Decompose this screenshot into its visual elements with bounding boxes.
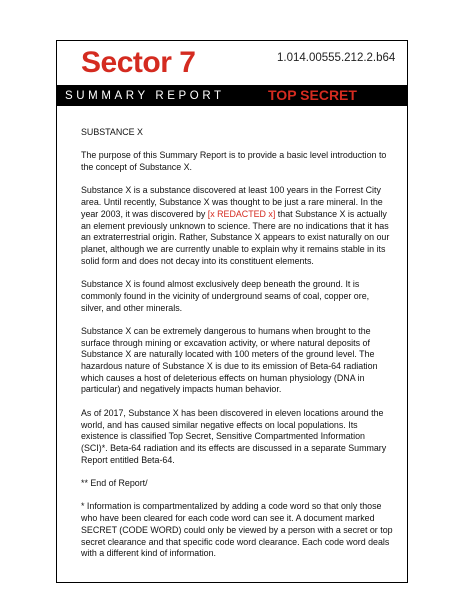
paragraph-location: Substance X is found almost exclusively deep beneath the ground. It is commonly found in the vicinity of underground seams of coal, copper ore, silver, and other minerals.: [81, 279, 370, 313]
discovery-text-start: Substance X is a substance discovered at least 100 years in the Forrest City area. Until recently, Substance X was thought to be just a rare mineral. In the year 2003, it was discovered by: [81, 185, 383, 219]
redacted-text: [x REDACTED x]: [207, 208, 276, 219]
classification-label: TOP SECRET: [268, 87, 357, 103]
paragraph-discovery: [81, 185, 393, 267]
document-code: 1.014.00555.212.2.b64: [277, 52, 396, 64]
paragraph-danger: Substance X can be extremely dangerous to humans when brought to the surface through mining or excavation activity, or where natural deposits of Substance X are naturally located with 100 meters of the ground level. The hazardous nature of Substance X is due to its emission of Beta-64 radiation which causes a host of deleterious effects on human physiology (DNA in particular) and negatively impacts human behavior.: [81, 325, 378, 395]
report-body: [81, 127, 393, 572]
section-heading: SUBSTANCE X: [81, 127, 143, 137]
report-type-label: SUMMARY REPORT: [65, 90, 225, 102]
document-title: Sector 7: [81, 46, 196, 79]
paragraph-intro: The purpose of this Summary Report is to provide a basic level introduction to the concept of Substance X.: [81, 150, 387, 173]
end-of-report: ** End of Report/: [81, 478, 148, 488]
header-band: [57, 85, 407, 106]
document-page: [56, 40, 408, 583]
paragraph-classification: As of 2017, Substance X has been discovered in eleven locations around the world, and has caused similar negative effects on local populations. Its existence is classified Top Secret, Sensitive Compartmented Information (SCI)*. Beta-64 radiation and its effects are discussed in a separate Summary Report entitled Beta-64.: [81, 407, 387, 465]
footnote: * Information is compartmentalized by adding a code word so that only those who have been cleared for each code word can see it. A document marked SECRET (CODE WORD) could only be viewed by a person with a secret or top secret clearance and that specific code word clearance. Each code word deals with a different kind of information.: [81, 501, 393, 559]
discovery-text-end: that Substance X is actually an element previously unknown to science. There are no indications that it has an extraterrestrial origin. Rather, Substance X appears to exist naturally on our planet, although we are currently unable to explain why it remains stable in its solid form and does not decay into its constituent elements.: [81, 208, 390, 266]
